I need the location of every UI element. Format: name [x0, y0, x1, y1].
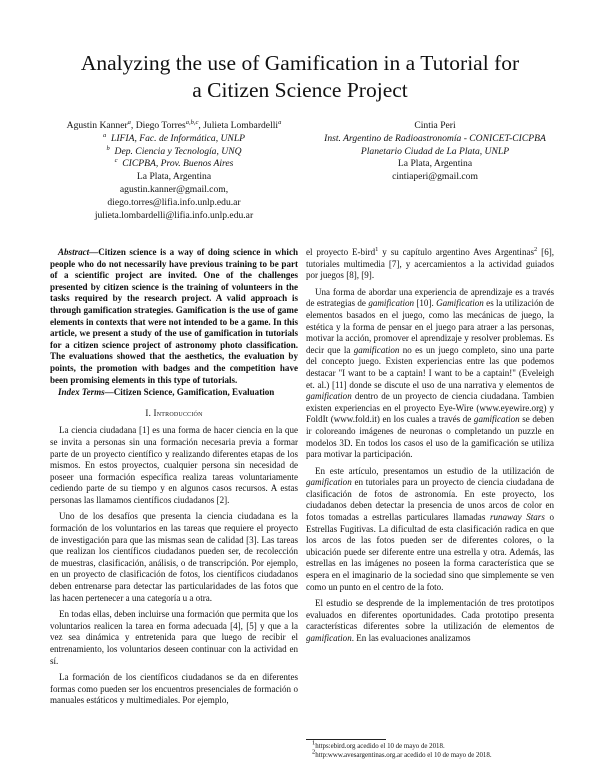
- affiliation-a: $^a$ LIFIA, Fac. de Informática, UNLP: [102, 131, 246, 144]
- right-column: [306, 247, 554, 650]
- author-block-left: [40, 120, 308, 222]
- paragraph: Uno de los desafíos que presenta la ciencia ciudadana es la formación de los voluntarios en las tareas que requiere el proyecto de investigación para que las mismas sean de calidad [3]. Las tareas que realizan los científicos ciudadanos pueden ser, de recolección de muestras, clasificación, análisis, o de transcripción. Por ejemplo, en un proyecto de clasificación de fotos, los científicos ciudadanos deben entrenarse para detectar las particularidades de las fotos que las hacen pertenecer a una categoría u a otra.: [50, 511, 298, 603]
- paragraph: La ciencia ciudadana [1] es una forma de hacer ciencia en la que se invita a personas sin una formación necesaria previa a formar parte de un proyecto científico y realizando diferentes etapas de los mismos. En estos proyectos, cualquier persona sin necesidad de poseer una formación específica realiza tareas voluntariamente cediendo parte de su tiempo y en algunos casos recursos. A estas personas las llamamos científicos ciudadanos [2].: [50, 425, 298, 505]
- affiliation-b: $^b$ Dep. Ciencia y Tecnología, UNQ: [106, 144, 242, 157]
- author-location-right: La Plata, Argentina: [397, 158, 473, 170]
- author-email-2: diego.torres@lifia.info.unlp.edu.ar: [107, 196, 241, 208]
- author-name-right: Cintia Peri: [414, 120, 456, 131]
- paragraph: El estudio se desprende de la implementación de tres prototipos evaluados en diferentes oportunidades. Cada prototipo presenta características diferentes sobre la utilización de elementos de gamification. En las evaluaciones analizamos: [306, 598, 554, 643]
- author-email-3: julieta.lombardelli@lifia.info.unlp.edu.ar: [94, 209, 254, 221]
- paragraph: Una forma de abordar una experiencia de aprendizaje es a través de estrategias de gamification [10]. Gamification es la utilización de elementos basados en el juego, como las mecánicas de juego, la estética y la forma de pensar en el juego para atraer a las personas, motivar la acción, promover el aprendizaje y resolver problemas. Es decir que la gamification no es un juego completo, sino una parte del concepto juego. Existen experiencias entre las que podemos destacar "I want to be a captain! I want to be a captain!" (Eveleigh et. al.) [11] donde se discute el uso de una narrativa y elementos de gamification dentro de un proyecto de ciencia ciudadana. Tambien existen experiencias en el proyecto Eye-Wire (www.eyewire.org) y FoldIt (www.fold.it) en los cuales a través de gamification se deben ir coloreando imágenes de neuronas o completando un puzzle en modelos 3D. En todos los casos el uso de la gamificación se utiliza para motivar la participación.: [306, 286, 555, 460]
- index-terms: Index Terms—Citizen Science, Gamification, Evaluation: [58, 387, 275, 398]
- left-column: [50, 247, 298, 712]
- paragraph: En todas ellas, deben incluirse una formación que permita que los voluntarios realicen la tarea en forma adecuada [4], [5] y que a la vez sea dinámica y entretenida para que luego de recibir el entrenamiento, los voluntarios deseen continuar con la actividad en sí.: [50, 609, 298, 666]
- footnotes: [306, 739, 554, 760]
- affiliation-right-1: Inst. Argentino de Radioastronomía - CONICET-CICPBA: [324, 132, 546, 144]
- author-names: Agustin Kanner$^a$, Diego Torres$^{a,b,c}$, Julieta Lombardelli$^a$: [66, 118, 282, 131]
- title-line-2: a Citizen Science Project: [192, 78, 408, 102]
- author-email-right: cintiaperi@gmail.com: [392, 171, 478, 183]
- affiliation-right-2: Planetario Ciudad de La Plata, UNLP: [360, 145, 510, 157]
- affiliation-c: $^c$ CICPBA, Prov. Buenos Aires: [114, 157, 234, 170]
- abstract: Abstract—Citizen science is a way of doing science in which people who do not necessarily have previous training to be part of a scientific project are invited. One of the challenges presented by citizen science is the training of volunteers in the tasks required by the research project. A valid approach is through gamification strategies. Gamification is the use of game elements in contexts that were not intended to be a game. In this article, we present a study of the use of gamification in tutorials for a citizen science project of astronomy photo classification. The evaluations showed that the aesthetics, the evaluation by points, the promotion with badges and the competition have been promising elements in this type of tutorials.: [50, 247, 298, 385]
- paragraph: En este artículo, presentamos un estudio de la utilización de gamification en tutoriales para un proyecto de ciencia ciudadana de clasificación de fotos de astronomía. En este proyecto, los ciudadanos deben detectar la presencia de unos arcos de color en fotos tomadas a estrellas particulares llamadas runaway Stars o Estrellas Fugitivas. La dificultad de esta clasificación radica en que los arcos de las fotos pueden ser de diferentes colores, o la ubicación puede ser diferente entre una estrella y otra. Además, las estrellas en las imágenes no poseen la forma característica que se espera en el imaginario de la sociedad sino que simplemente se ven como un punto en el centro de la foto.: [306, 465, 554, 592]
- paragraph: el proyecto E-bird$^1$ y su capítulo argentino Aves Argentinas$^2$ [6], tutoriales multimedia [7], y acercamientos a la actividad guiados por juegos [8], [9].: [306, 245, 554, 281]
- footnote-1: $^1$https:ebird.org acedido el 10 de mayo de 2018.: [312, 739, 445, 750]
- title-line-1: Analyzing the use of Gamification in a Tutorial for: [80, 51, 520, 75]
- paper-title: [40, 50, 560, 104]
- section-heading: I. Introducción: [145, 407, 203, 418]
- paragraph: La formación de los científicos ciudadanos se da en diferentes formas como pueden ser los encuentros presenciales de formación o manuales estáticos y multimediales. Por ejemplo,: [50, 672, 298, 706]
- author-email-1: agustin.kanner@gmail.com,: [119, 183, 229, 195]
- footnote-2: $^2$http:www.avesargentinas.org.ar acedido el 10 de mayo de 2018.: [312, 748, 492, 760]
- author-block-right: [320, 120, 550, 184]
- footnote-rule: [306, 739, 386, 740]
- author-location: La Plata, Argentina: [136, 171, 212, 183]
